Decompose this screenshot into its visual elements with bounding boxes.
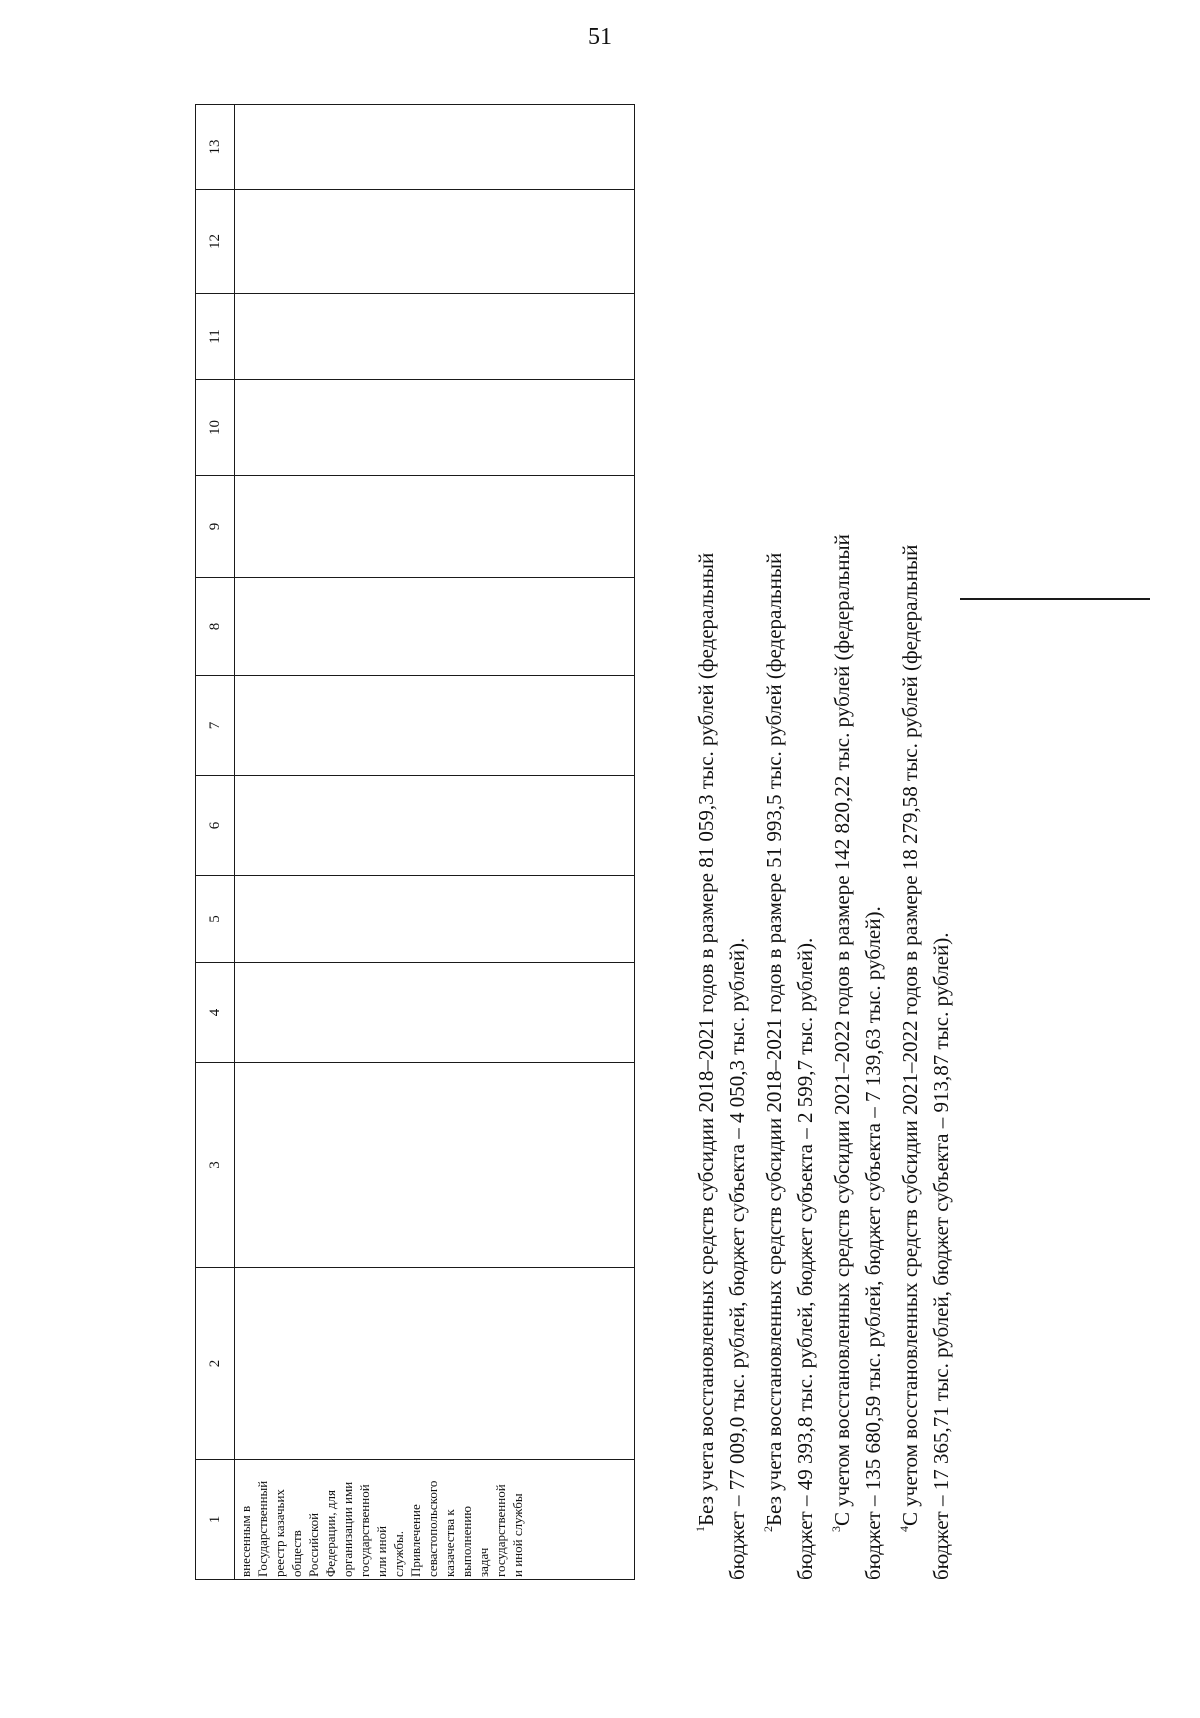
table-cell: [235, 676, 635, 776]
table-cell: [235, 776, 635, 876]
footnote-3-line-1: [821, 105, 858, 1580]
footnote-3-line-2: бюджет – 135 680,59 тыс. рублей, бюджет субъекта – 7 139,63 тыс. рублей).: [861, 906, 885, 1580]
text-line: и иной службы: [510, 1493, 525, 1577]
table-row: [235, 105, 635, 1580]
column-header: 1: [196, 1460, 235, 1580]
text-line: задач: [476, 1547, 491, 1577]
table-header-row: [196, 105, 235, 1580]
table-cell: [235, 380, 635, 476]
column-header: 11: [196, 294, 235, 380]
text-line: внесенным в: [238, 1505, 253, 1577]
table-cell: [235, 105, 635, 190]
footnote-text: С учетом восстановленных средств субсидии 2021–2022 годов в размере 142 820,22 тыс. рублей (федеральный: [830, 534, 854, 1526]
text-line: Федерации, для: [323, 1490, 338, 1577]
text-line: севастопольского: [425, 1480, 440, 1577]
column-header: 10: [196, 380, 235, 476]
row-description: [235, 1460, 526, 1579]
footnote-mark: 4: [897, 1526, 911, 1532]
text-line: государственной: [357, 1484, 372, 1577]
text-line: обществ: [289, 1530, 304, 1577]
table-cell-col1: [235, 1460, 635, 1580]
footnote-1-line-1: [685, 105, 722, 1580]
table-cell: [235, 578, 635, 676]
column-header: 9: [196, 476, 235, 578]
footnote-mark: 1: [693, 1526, 707, 1532]
footnote-text: С учетом восстановленных средств субсидии 2021–2022 годов в размере 18 279,58 тыс. рублей (федеральный: [898, 544, 922, 1526]
table-cell: [235, 876, 635, 963]
footnote-text: Без учета восстановленных средств субсидии 2018–2021 годов в размере 81 059,3 тыс. рублей (федеральный: [694, 552, 718, 1526]
column-header: 3: [196, 1063, 235, 1268]
footnote-4-line-2: бюджет – 17 365,71 тыс. рублей, бюджет субъекта – 913,87 тыс. рублей).: [929, 932, 953, 1580]
table-cell: [235, 1268, 635, 1460]
rotated-landscape-content: [195, 100, 1095, 1580]
text-line: Привлечение: [408, 1504, 423, 1577]
text-line: казачества к: [442, 1509, 457, 1577]
text-line: Российской: [306, 1512, 321, 1577]
column-header: 6: [196, 776, 235, 876]
text-line: службы.: [391, 1531, 406, 1577]
page-number: 51: [588, 24, 612, 50]
footnote-mark: 2: [761, 1526, 775, 1532]
footnotes: [685, 105, 957, 1580]
column-header: 8: [196, 578, 235, 676]
text-line: реестр казачьих: [272, 1489, 287, 1577]
table-cell: [235, 963, 635, 1063]
footnote-2-line-2: бюджет – 49 393,8 тыс. рублей, бюджет субъекта – 2 599,7 тыс. рублей).: [793, 937, 817, 1580]
column-header: 7: [196, 676, 235, 776]
table-cell: [235, 294, 635, 380]
column-header: 13: [196, 105, 235, 190]
table-cell: [235, 190, 635, 294]
column-header: 5: [196, 876, 235, 963]
text-line: выполнению: [459, 1506, 474, 1577]
footnote-2-line-1: [753, 105, 790, 1580]
data-table: [195, 104, 635, 1580]
text-line: государственной: [493, 1484, 508, 1577]
footnote-1-line-2: бюджет – 77 009,0 тыс. рублей, бюджет субъекта – 4 050,3 тыс. рублей).: [725, 937, 749, 1580]
column-header: 4: [196, 963, 235, 1063]
separator-line: [960, 598, 1150, 600]
text-line: Государственный: [255, 1480, 270, 1577]
table-cell: [235, 476, 635, 578]
footnote-mark: 3: [829, 1526, 843, 1532]
text-line: или иной: [374, 1525, 389, 1577]
footnote-4-line-1: [889, 105, 926, 1580]
column-header: 12: [196, 190, 235, 294]
text-line: организации ими: [340, 1481, 355, 1577]
column-header: 2: [196, 1268, 235, 1460]
footnote-text: Без учета восстановленных средств субсидии 2018–2021 годов в размере 51 993,5 тыс. рублей (федеральный: [762, 552, 786, 1526]
table-cell: [235, 1063, 635, 1268]
